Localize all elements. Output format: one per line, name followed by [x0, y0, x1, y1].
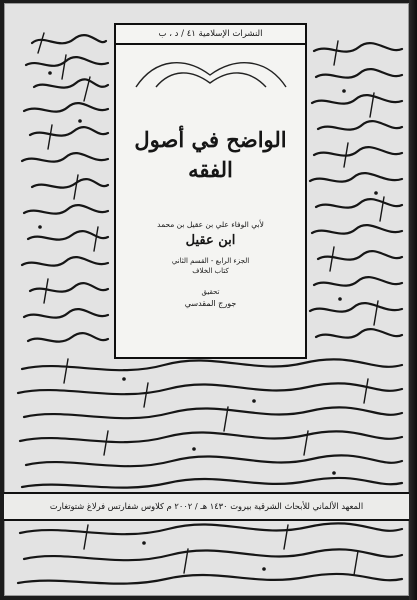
editor-name: جورج المقدسي: [184, 299, 237, 308]
title-panel: [114, 23, 307, 359]
decorative-ornament: [116, 47, 305, 95]
book-title: الواضح في أصول الفقه: [134, 127, 287, 182]
publisher-bar: المعهد الألماني للأبحاث الشرقية بيروت ١٤٣٠ هـ / ٢٠٠٢ م كلاوس شفارتس فرلاغ شتوتغارت: [4, 492, 409, 521]
volume-subtitle: كتاب الخلاف: [192, 267, 229, 275]
editor-label: تحقيق: [201, 288, 220, 296]
author-name: ابن عقيل: [185, 233, 236, 248]
author-full-name: لأبي الوفاء علي بن عقيل بن محمد: [157, 220, 264, 229]
series-label: النشرات الإسلامية ٤١ / د ، ب: [158, 29, 263, 39]
panel-divider: [116, 43, 305, 45]
cover-edge-shadow: [409, 0, 417, 600]
volume-label: الجزء الرابع - القسم الثاني: [171, 257, 250, 265]
